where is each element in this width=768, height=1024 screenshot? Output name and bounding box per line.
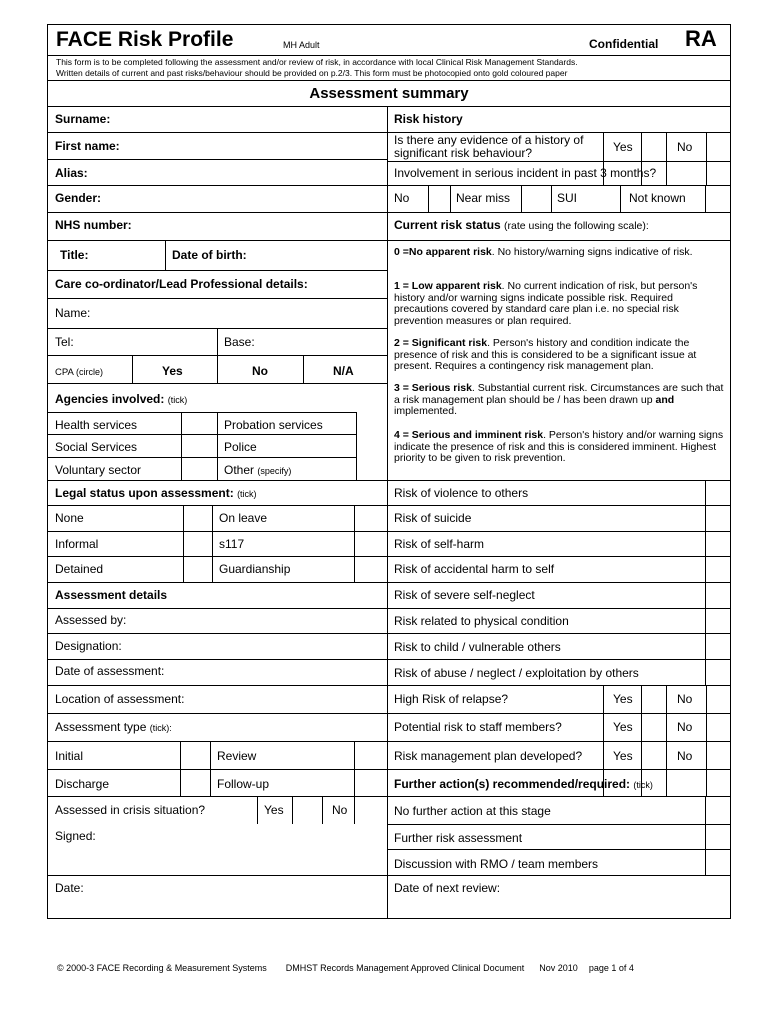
rule	[48, 270, 387, 271]
agency-other	[224, 463, 291, 478]
relapse-yes-label: Yes	[613, 692, 633, 706]
rule	[387, 824, 730, 825]
assessment-type-text: Assessment type	[55, 720, 147, 734]
rule	[48, 608, 387, 609]
further-assessment-label: Further risk assessment	[394, 831, 523, 845]
history-question-line-1: Is there any evidence of a history of	[394, 133, 584, 147]
further-action-hint: (tick)	[633, 780, 653, 790]
column-divider	[387, 106, 388, 918]
rule	[48, 769, 387, 770]
no-further-action-checkbox[interactable]	[706, 797, 729, 823]
legal-s117: s117	[219, 537, 245, 551]
nhs-number-label: NHS number:	[55, 218, 132, 232]
rule	[666, 132, 667, 185]
risk-rating-cell[interactable]	[706, 634, 729, 658]
history-yes-label: Yes	[613, 140, 633, 154]
rule	[212, 505, 213, 582]
near-miss-checkbox[interactable]	[522, 186, 550, 211]
type-follow-up: Follow-up	[217, 777, 270, 791]
scale-3-text: . Substantial current risk. Circumstances are such that a risk management plan should be / has been drawn up	[394, 382, 724, 406]
risk-rating-cell[interactable]	[706, 609, 729, 632]
probation-services-checkbox[interactable]	[357, 413, 386, 433]
next-review-label: Date of next review:	[394, 881, 501, 895]
scale-0-description	[394, 247, 724, 259]
date-label: Date:	[55, 881, 84, 895]
scale-2-description	[394, 338, 724, 373]
no-further-action-label: No further action at this stage	[394, 804, 551, 818]
title-label: Title:	[60, 248, 89, 262]
agency-other-hint: (specify)	[257, 466, 292, 476]
further-action-heading	[394, 777, 653, 792]
rule	[387, 875, 730, 876]
risk-item: Risk of accidental harm to self	[394, 562, 555, 576]
rule	[387, 849, 730, 850]
plan-yes-label: Yes	[613, 749, 633, 763]
footer-approved: DMHST Records Management Approved Clinical Document	[285, 963, 525, 973]
sui-checkbox[interactable]	[595, 186, 619, 211]
rule	[387, 796, 730, 797]
risk-rating-cell[interactable]	[706, 557, 729, 581]
on-leave-checkbox[interactable]	[355, 506, 386, 530]
rule	[387, 556, 730, 557]
assessed-by-label: Assessed by:	[55, 613, 127, 627]
agencies-hint: (tick)	[167, 395, 188, 405]
further-assessment-checkbox[interactable]	[706, 825, 729, 848]
agencies-label	[55, 392, 187, 407]
staff-risk-question: Potential risk to staff members?	[394, 720, 562, 734]
staff-risk-yes-checkbox[interactable]	[642, 714, 665, 740]
type-discharge: Discharge	[55, 777, 110, 791]
rule	[387, 240, 730, 241]
involvement-question: Involvement in serious incident in past 3 months?	[394, 166, 657, 180]
scale-3-and: and	[655, 393, 675, 406]
page-footer	[57, 963, 737, 974]
rule	[48, 796, 387, 797]
rule	[217, 328, 218, 355]
rule	[48, 212, 387, 213]
staff-risk-no-label: No	[677, 720, 693, 734]
involvement-near-miss-label: Near miss	[456, 191, 511, 205]
follow-up-checkbox[interactable]	[355, 770, 386, 795]
designation-label: Designation:	[55, 639, 122, 653]
rule	[387, 741, 730, 742]
legal-on-leave: On leave	[219, 511, 268, 525]
form-note-line-1: This form is to be completed following the assessment and/or review of risk, in accordance with local Clinical Risk Management Standards.	[56, 57, 578, 67]
current-risk-status-text: Current risk status	[394, 218, 501, 232]
signed-label: Signed:	[55, 829, 96, 843]
scale-3-text-end: implemented.	[394, 405, 458, 417]
risk-item: Risk of suicide	[394, 511, 472, 525]
risk-rating-cell[interactable]	[706, 506, 729, 530]
legal-status-text: Legal status upon assessment:	[55, 486, 234, 500]
risk-history-heading: Risk history	[394, 112, 463, 126]
rule	[322, 796, 323, 824]
relapse-question: High Risk of relapse?	[394, 692, 509, 706]
assessment-type-label	[55, 720, 172, 735]
section-title: Assessment summary	[309, 85, 469, 102]
rule	[48, 240, 387, 241]
crisis-question: Assessed in crisis situation?	[55, 803, 206, 817]
social-services-checkbox[interactable]	[182, 435, 216, 456]
history-no-checkbox[interactable]	[707, 133, 729, 160]
police-checkbox[interactable]	[357, 435, 386, 456]
crisis-yes-label: Yes	[264, 803, 284, 817]
legal-detained: Detained	[55, 562, 104, 576]
risk-rating-cell[interactable]	[706, 532, 729, 555]
rule	[48, 713, 387, 714]
scale-1-text: . No current indication of risk, but person's history and/or warning signs indicate possible risk. Required precautions covered by standard care plan i.e. no special risk prevention measures or plan required.	[394, 280, 698, 327]
discussion-label: Discussion with RMO / team members	[394, 857, 599, 871]
first-name-label: First name:	[55, 139, 120, 153]
risk-rating-cell[interactable]	[706, 481, 729, 504]
detained-checkbox[interactable]	[184, 557, 211, 581]
type-initial: Initial	[55, 749, 84, 763]
none-checkbox[interactable]	[184, 506, 211, 530]
surname-label: Surname:	[55, 112, 111, 126]
risk-rating-cell[interactable]	[706, 583, 729, 607]
scale-2-heading: 2 = Significant risk	[394, 337, 488, 349]
rule	[387, 685, 730, 686]
rule	[551, 185, 552, 212]
plan-developed-question: Risk management plan developed?	[394, 749, 583, 763]
scale-4-heading: 4 = Serious and imminent risk	[394, 429, 544, 441]
crisis-no-checkbox[interactable]	[355, 797, 386, 823]
further-action-text: Further action(s) recommended/required:	[394, 777, 631, 791]
legal-status-label	[55, 486, 257, 501]
legal-guardianship: Guardianship	[219, 562, 291, 576]
rule	[48, 633, 387, 634]
agency-police: Police	[224, 440, 257, 454]
dob-label: Date of birth:	[172, 248, 247, 262]
voluntary-sector-checkbox[interactable]	[182, 458, 216, 479]
history-no-label: No	[677, 140, 693, 154]
rule	[387, 161, 730, 162]
cpa-label	[55, 365, 103, 380]
footer-copyright: © 2000-3 FACE Recording & Measurement Systems	[57, 963, 267, 973]
form-code: RA	[685, 26, 717, 51]
agency-probation-services: Probation services	[224, 418, 323, 432]
current-risk-status-label	[394, 218, 649, 233]
rule	[165, 240, 166, 270]
legal-none: None	[55, 511, 84, 525]
risk-item: Risk of self-harm	[394, 537, 485, 551]
scale-1-description	[394, 281, 724, 327]
rule	[48, 185, 387, 186]
legal-informal: Informal	[55, 537, 99, 551]
agency-social-services: Social Services	[55, 440, 138, 454]
rule	[48, 685, 387, 686]
rule	[303, 355, 304, 383]
involvement-no-label: No	[394, 191, 410, 205]
scale-4-description	[394, 430, 724, 465]
history-yes-checkbox[interactable]	[642, 133, 665, 160]
cpa-yes-option[interactable]: Yes	[162, 364, 183, 378]
rule	[48, 582, 387, 583]
form-title: FACE Risk Profile	[56, 28, 234, 51]
assessment-details-heading: Assessment details	[55, 588, 168, 602]
alias-label: Alias:	[55, 166, 88, 180]
type-review: Review	[217, 749, 257, 763]
form-subtitle: MH Adult	[283, 40, 320, 50]
agency-health-services: Health services	[55, 418, 138, 432]
footer-date: Nov 2010	[539, 963, 578, 973]
risk-profile-form	[47, 24, 731, 919]
assessment-type-hint: (tick):	[149, 723, 172, 733]
base-label: Base:	[224, 335, 255, 349]
involvement-sui-label: SUI	[557, 191, 578, 205]
review-checkbox[interactable]	[355, 742, 386, 768]
rule	[132, 355, 133, 383]
form-note-line-2: Written details of current and past risks/behaviour should be provided on p.2/3. This form must be photocopied onto gold coloured paper	[56, 68, 568, 78]
care-coordinator-label: Care co-ordinator/Lead Professional details:	[55, 277, 308, 291]
crisis-yes-checkbox[interactable]	[293, 797, 321, 823]
confidential-label: Confidential	[589, 37, 659, 51]
tel-label: Tel:	[55, 335, 74, 349]
informal-checkbox[interactable]	[184, 532, 211, 555]
rule	[217, 412, 218, 480]
cpa-text: CPA	[55, 367, 74, 378]
rule	[257, 796, 258, 824]
rule	[48, 659, 387, 660]
other-checkbox[interactable]	[357, 458, 386, 479]
relapse-no-label: No	[677, 692, 693, 706]
discharge-checkbox[interactable]	[181, 770, 209, 795]
risk-item: Risk to child / vulnerable others	[394, 640, 561, 654]
rule	[387, 608, 730, 609]
scale-0-heading: 0 =No apparent risk	[394, 246, 492, 258]
current-risk-status-hint: (rate using the following scale):	[504, 220, 649, 232]
rule	[48, 741, 387, 742]
rule	[210, 741, 211, 796]
plan-no-label: No	[677, 749, 693, 763]
legal-status-hint: (tick)	[237, 489, 257, 499]
health-services-checkbox[interactable]	[182, 413, 216, 433]
rule	[387, 659, 730, 660]
rule	[387, 212, 730, 213]
risk-item: Risk of severe self-neglect	[394, 588, 535, 602]
scale-2-text: . Person's history and condition indicate the presence of risk and this is considered to be a significant issue at present. Requires a contingency risk management plan.	[394, 337, 697, 372]
rule	[48, 480, 387, 481]
rule	[387, 713, 730, 714]
rule	[387, 480, 730, 481]
agencies-text: Agencies involved:	[55, 392, 165, 406]
involvement-no-checkbox[interactable]	[429, 186, 449, 211]
cpa-no-option[interactable]: No	[252, 364, 268, 378]
crisis-no-label: No	[332, 803, 348, 817]
history-question-line-2: significant risk behaviour?	[394, 146, 533, 160]
rule	[48, 159, 387, 160]
risk-item: Risk of abuse / neglect / exploitation by others	[394, 666, 639, 680]
scale-4-text: . Person's history and/or warning signs indicate the presence of risk and this is considered imminent. Highest priority to be given to risk prevention.	[394, 429, 724, 464]
rule	[387, 582, 730, 583]
guardianship-checkbox[interactable]	[355, 557, 386, 581]
rule	[48, 875, 387, 876]
not-known-checkbox[interactable]	[706, 186, 729, 211]
scale-1-heading: 1 = Low apparent risk	[394, 280, 502, 292]
date-of-assessment-label: Date of assessment:	[55, 664, 165, 678]
rule	[48, 298, 387, 299]
scale-3-heading: 3 = Serious risk	[394, 382, 472, 394]
rule	[48, 556, 387, 557]
risk-rating-cell[interactable]	[706, 660, 729, 684]
discussion-checkbox[interactable]	[706, 850, 729, 874]
scale-3-description	[394, 383, 724, 418]
gender-label: Gender:	[55, 191, 102, 205]
rule	[48, 531, 387, 532]
relapse-no-checkbox[interactable]	[707, 686, 729, 712]
involvement-not-known-label: Not known	[629, 191, 686, 205]
name-label: Name:	[55, 306, 91, 320]
rule	[620, 185, 621, 212]
rule	[387, 505, 730, 506]
agency-other-text: Other	[224, 463, 255, 477]
cpa-hint: (circle)	[75, 367, 103, 377]
rule	[387, 531, 730, 532]
footer-page: page 1 of 4	[588, 963, 634, 973]
relapse-yes-checkbox[interactable]	[642, 686, 665, 712]
location-label: Location of assessment:	[55, 692, 185, 706]
cpa-na-option[interactable]: N/A	[333, 364, 354, 378]
rule	[48, 505, 387, 506]
rule	[387, 769, 730, 770]
rule	[48, 55, 730, 56]
staff-risk-no-checkbox[interactable]	[707, 714, 729, 740]
plan-yes-checkbox[interactable]	[642, 742, 665, 768]
plan-no-checkbox[interactable]	[707, 742, 729, 768]
rule	[450, 185, 451, 212]
initial-checkbox[interactable]	[181, 742, 209, 768]
rule	[217, 355, 218, 383]
scale-0-text: . No history/warning signs indicative of risk.	[491, 246, 693, 258]
staff-risk-yes-label: Yes	[613, 720, 633, 734]
rule	[387, 633, 730, 634]
s117-checkbox[interactable]	[355, 532, 386, 555]
rule	[666, 685, 667, 796]
rule	[48, 383, 387, 384]
risk-item: Risk of violence to others	[394, 486, 529, 500]
rule	[48, 80, 730, 81]
rule	[48, 106, 730, 107]
risk-item: Risk related to physical condition	[394, 614, 569, 628]
rule	[48, 132, 387, 133]
agency-voluntary-sector: Voluntary sector	[55, 463, 142, 477]
